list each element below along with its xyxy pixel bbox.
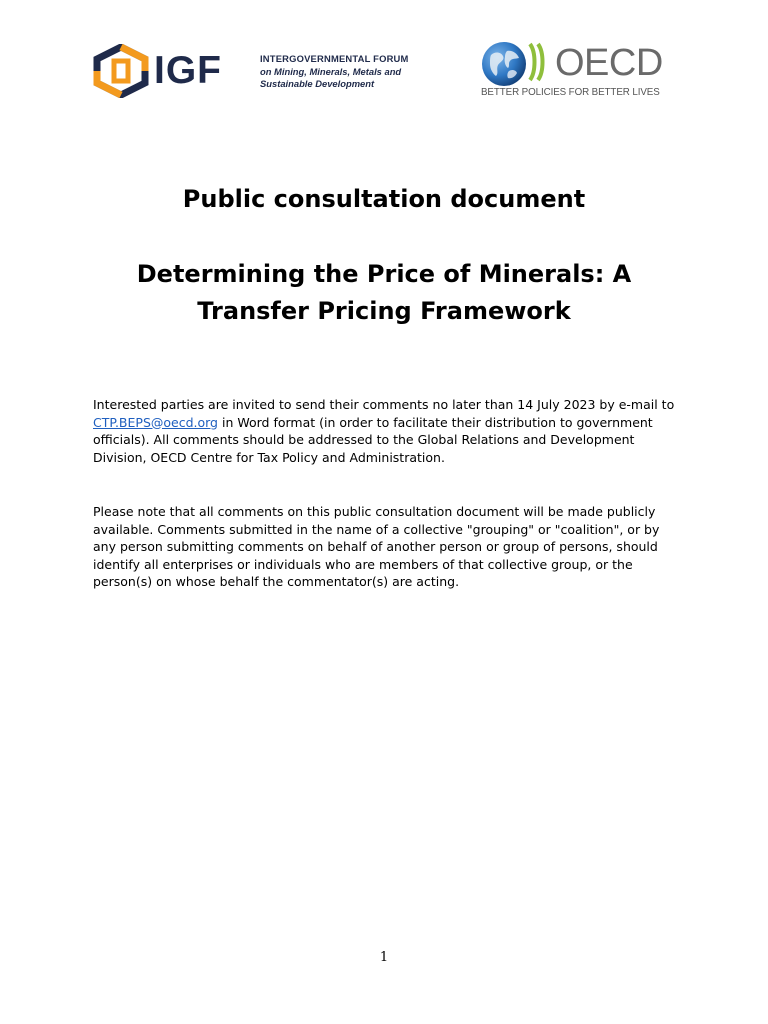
- consultation-title: Public consultation document: [182, 185, 586, 213]
- publication-note-paragraph: Please note that all comments on this public consultation document will be made publicly available. Comments submitted in the name of a collective "grouping" or "coalition", or by any person submitting comments on behalf of another person or group of persons, should identify all enterprises or individuals who are members of that collective group, or the person(s) on whose behalf the commentator(s) are acting.: [93, 504, 660, 589]
- invitation-text-after: in Word format (in order to facilitate their distribution to government officials). All comments should be addressed to the Global Relations and Development Division, OECD Centre for Tax Policy and Administration.: [93, 414, 653, 465]
- invitation-paragraph: [93, 396, 683, 466]
- igf-forum-line1: INTERGOVERNMENTAL FORUM: [260, 53, 409, 64]
- igf-forum-line3: Sustainable Development: [260, 78, 375, 89]
- chevron-arrows-icon: [528, 42, 550, 82]
- igf-hexagon-icon: [92, 44, 150, 98]
- igf-wordmark: IGF: [154, 49, 222, 92]
- oecd-tagline: BETTER POLICIES FOR BETTER LIVES: [481, 87, 660, 98]
- page-number: 1: [379, 950, 389, 965]
- document-title-line1: Determining the Price of Minerals: A: [136, 260, 632, 288]
- document-title-line2: Transfer Pricing Framework: [197, 297, 571, 325]
- globe-icon: [481, 41, 527, 87]
- igf-forum-name: [260, 53, 415, 91]
- email-link[interactable]: CTP.BEPS@oecd.org: [93, 414, 218, 430]
- document-title: [84, 256, 684, 330]
- oecd-logo: [479, 40, 679, 102]
- oecd-wordmark: OECD: [555, 42, 663, 84]
- igf-forum-line2: on Mining, Minerals, Metals and: [260, 65, 402, 77]
- igf-logo: [92, 44, 412, 98]
- invitation-text-before: Interested parties are invited to send their comments no later than 14 July 2023 by e-mail to: [93, 397, 675, 412]
